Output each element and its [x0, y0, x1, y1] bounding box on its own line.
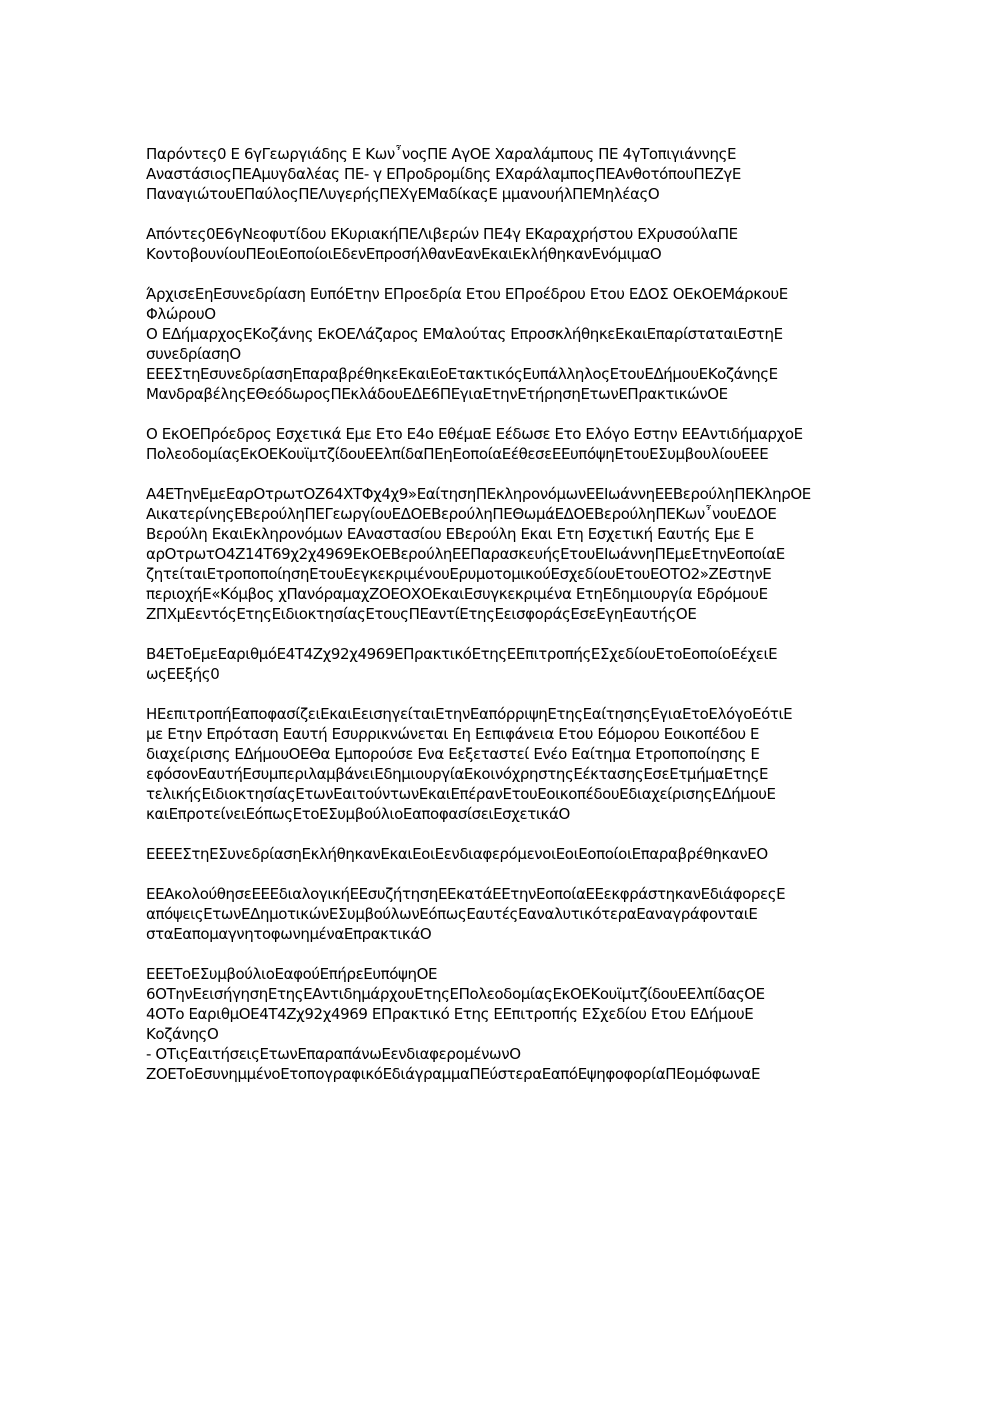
- text-line: ΑικατερίνηςΕΒερούληΠΕΓεωργίουΕΔΟΕΒερούληΠΕΘωμάΕΔΟΕΒερούληΠΕΚων῏νουΕΔΟΕ: [146, 505, 777, 523]
- text-line: ΗΕεπιτροπήΕαποφασίζειΕκαιΕεισηγείταιΕτηνΕαπόρριψηΕτηςΕαίτησηςΕγιαΕτοΕλόγοΕότιΕ: [146, 705, 793, 723]
- document-body: [146, 144, 881, 1084]
- text-line: ΖΠΧμΕεντόςΕτηςΕιδιοκτησίαςΕτουςΠΕαντίΕτηςΕεισφοράςΕσεΕγηΕαυτήςΟΕ: [146, 605, 697, 623]
- text-line: τελικήςΕιδιοκτησίαςΕτωνΕαιτούντωνΕκαιΕπέρανΕτουΕοικοπέδουΕδιαχείρισηςΕΔήμουΕ: [146, 785, 776, 803]
- text-line: ΆρχισεΕηΕσυνεδρίαση ΕυπόΕτην ΕΠροεδρία Ετου ΕΠροέδρου Ετου ΕΔΟΣ ΟΕκΟΕΜάρκουΕ: [146, 285, 788, 303]
- text-line: Απόντες0Ε6γΝεοφυτίδου ΕΚυριακήΠΕΛιβερών ΠΕ4γ ΕΚαραχρήστου ΕΧρυσούλαΠΕ: [146, 225, 738, 243]
- text-line: ΚοζάνηςΟ: [146, 1025, 219, 1043]
- text-line: καιΕπροτείνειΕόπωςΕτοΕΣυμβούλιοΕαποφασίσειΕσχετικάΟ: [146, 805, 570, 823]
- text-line: με Ετην Επρόταση Εαυτή Εσυρρικνώνεται Εη Εεπιφάνεια Ετου Εόμορου Εοικοπέδου Ε: [146, 725, 760, 743]
- paragraph: [146, 704, 881, 824]
- text-line: απόψειςΕτωνΕΔημοτικώνΕΣυμβούλωνΕόπωςΕαυτέςΕαναλυτικότεραΕαναγράφονταιΕ: [146, 905, 758, 923]
- text-line: 4ΟΤο ΕαριθμΟΕ4Τ4Ζχ92χ4969 ΕΠρακτικό Ετης ΕΕπιτροπής ΕΣχεδίου Ετου ΕΔήμουΕ: [146, 1005, 754, 1023]
- text-line: 6ΟΤηνΕεισήγησηΕτηςΕΑντιδημάρχουΕτηςΕΠολεοδομίαςΕκΟΕΚουϊμτζίδουΕΕλπίδαςΟΕ: [146, 985, 765, 1003]
- text-line: Ο ΕΔήμαρχοςΕΚοζάνης ΕκΟΕΛάζαρος ΕΜαλούτας ΕπροσκλήθηκεΕκαιΕπαρίσταταιΕστηΕ: [146, 325, 783, 343]
- text-line: Α4ΕΤηνΕμεΕαρΟτρωτΟΖ64ΧΤΦχ4χ9»ΕαίτησηΠΕκληρονόμωνΕΕΙωάννηΕΕΒερούληΠΕΚληρΟΕ: [146, 485, 811, 503]
- paragraph: [146, 144, 881, 204]
- text-line: ΠολεοδομίαςΕκΟΕΚουϊμτζίδουΕΕλπίδαΠΕηΕοποίαΕέθεσεΕΕυπόψηΕτουΕΣυμβουλίουΕΕΕ: [146, 445, 769, 463]
- text-line: ζητείταιΕτροποποίησηΕτουΕεγκεκριμένουΕρυμοτομικούΕσχεδίουΕτουΕΟΤΟ2»ΖΕστηνΕ: [146, 565, 772, 583]
- text-line: περιοχήΕ«Κόμβος χΠανόραμαχΖΟΕΟΧΟΕκαιΕσυγκεκριμένα ΕτηΕδημιουργία ΕδρόμουΕ: [146, 585, 768, 603]
- text-line: Βερούλη ΕκαιΕκληρονόμων ΕΑναστασίου ΕΒερούλη Εκαι Ετη Εσχετική Εαυτής Εμε Ε: [146, 525, 754, 543]
- text-line: ΜανδραβέληςΕΘεόδωροςΠΕκλάδουΕΔΕ6ΠΕγιαΕτηνΕτήρησηΕτωνΕΠρακτικώνΟΕ: [146, 385, 728, 403]
- paragraph: [146, 224, 881, 264]
- text-line: Παρόντες0 Ε 6γΓεωργιάδης Ε Κων῏νοςΠΕ ΑγΟΕ Χαραλάμπους ΠΕ 4γΤοπιγιάννηςΕ: [146, 145, 737, 163]
- text-line: ΕΕΕΤοΕΣυμβούλιοΕαφούΕπήρεΕυπόψηΟΕ: [146, 965, 438, 983]
- text-line: ΑναστάσιοςΠΕΑμυγδαλέας ΠΕ- γ ΕΠροδρομίδης ΕΧαράλαμποςΠΕΑνθοτόπουΠΕΖγΕ: [146, 165, 741, 183]
- paragraph: [146, 364, 881, 404]
- paragraph: [146, 424, 881, 464]
- text-line: ΠαναγιώτουΕΠαύλοςΠΕΛυγερήςΠΕΧγΕΜαδίκαςΕ μμανουήλΠΕΜηλέαςΟ: [146, 185, 660, 203]
- text-line: διαχείρισης ΕΔήμουΟΕΘα Εμπορούσε Ενα Εεξεταστεί Ενέο Εαίτημα Ετροποποίησης Ε: [146, 745, 760, 763]
- text-line: σταΕαπομαγνητοφωνημέναΕπρακτικάΟ: [146, 925, 432, 943]
- text-line: εφόσονΕαυτήΕσυμπεριλαμβάνειΕδημιουργίαΕκοινόχρηστηςΕέκτασηςΕσεΕτμήμαΕτηςΕ: [146, 765, 769, 783]
- paragraph: [146, 844, 881, 864]
- text-line: ΕΕΑκολούθησεΕΕΕδιαλογικήΕΕσυζήτησηΕΕκατάΕΕτηνΕοποίαΕΕεκφράστηκανΕδιάφορεςΕ: [146, 885, 786, 903]
- text-line: Β4ΕΤοΕμεΕαριθμόΕ4Τ4Ζχ92χ4969ΕΠρακτικόΕτηςΕΕπιτροπήςΕΣχεδίουΕτοΕοποίοΕέχειΕ: [146, 645, 778, 663]
- text-line: αρΟτρωτΟ4Ζ14Τ69χ2χ4969ΕκΟΕΒερούληΕΕΠαρασκευήςΕτουΕΙωάννηΠΕμεΕτηνΕοποίαΕ: [146, 545, 785, 563]
- paragraph: [146, 964, 881, 1084]
- text-line: ΕΕΕΣτηΕσυνεδρίασηΕπαραβρέθηκεΕκαιΕοΕτακτικόςΕυπάλληλοςΕτουΕΔήμουΕΚοζάνηςΕ: [146, 365, 778, 383]
- text-line: ΦλώρουΟ: [146, 305, 216, 323]
- text-line: Ο ΕκΟΕΠρόεδρος Εσχετικά Εμε Ετο Ε4ο ΕθέμαΕ Εέδωσε Ετο Ελόγο Εστην ΕΕΑντιδήμαρχοΕ: [146, 425, 803, 443]
- text-line: - ΟΤιςΕαιτήσειςΕτωνΕπαραπάνωΕενδιαφερομένωνΟ: [146, 1045, 521, 1063]
- paragraph: [146, 644, 881, 684]
- paragraph: [146, 884, 881, 944]
- text-line: συνεδρίασηΟ: [146, 345, 241, 363]
- paragraph: [146, 324, 881, 364]
- text-line: ΕΕΕΕΣτηΕΣυνεδρίασηΕκλήθηκανΕκαιΕοιΕενδιαφερόμενοιΕοιΕοποίοιΕπαραβρέθηκανΕΟ: [146, 845, 768, 863]
- text-line: ωςΕΕξής0: [146, 665, 220, 683]
- text-line: ΖΟΕΤοΕσυνημμένοΕτοπογραφικόΕδιάγραμμαΠΕύστεραΕαπόΕψηφοφορίαΠΕομόφωναΕ: [146, 1065, 761, 1083]
- text-line: ΚοντοβουνίουΠΕοιΕοποίοιΕδενΕπροσήλθανΕανΕκαιΕκλήθηκανΕνόμιμαΟ: [146, 245, 662, 263]
- paragraph: [146, 284, 881, 324]
- paragraph: [146, 484, 881, 624]
